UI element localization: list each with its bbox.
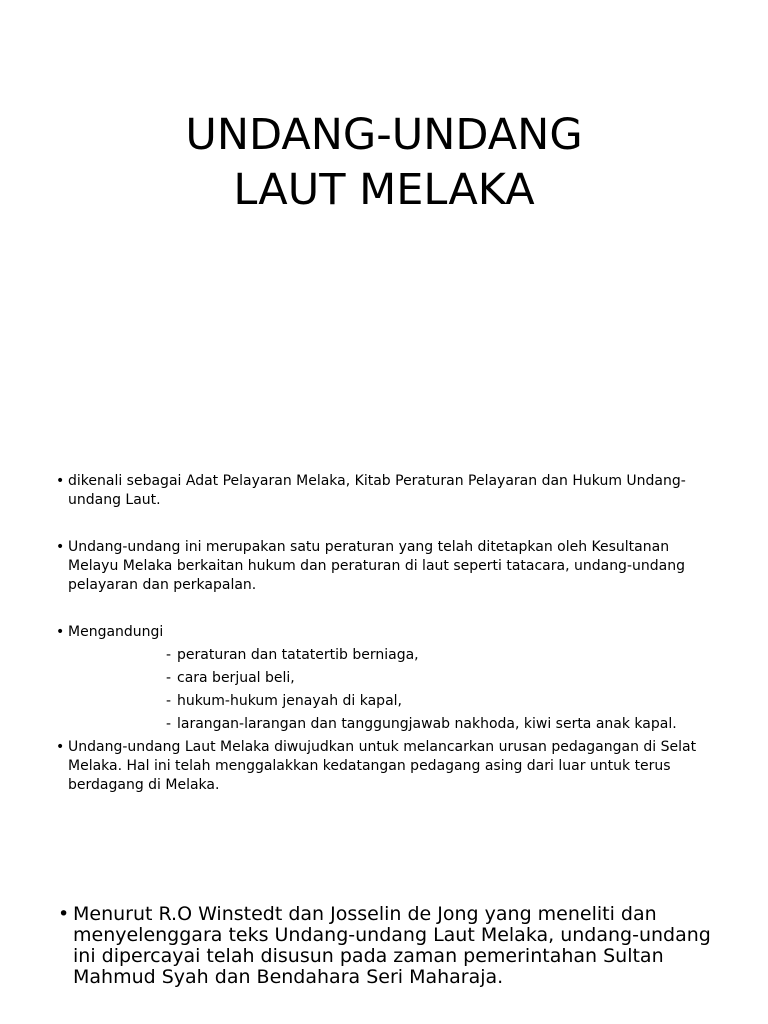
sub-item-1 <box>166 646 697 664</box>
bullet-dot-icon: • <box>56 473 65 489</box>
dash-marker: - <box>166 670 172 686</box>
closing-bullet <box>58 904 733 988</box>
sub-item-text: cara berjual beli, <box>177 670 295 686</box>
bullet-dot-icon: • <box>56 624 65 640</box>
bullet-item-4 <box>56 738 716 795</box>
slide-title <box>0 108 768 218</box>
bullet-item-2 <box>56 538 716 595</box>
bullet-text: Mengandungi <box>68 624 164 640</box>
sub-item-text: peraturan dan tatatertib berniaga, <box>177 647 419 663</box>
sub-item-text: hukum-hukum jenayah di kapal, <box>177 693 402 709</box>
slide-title-line-1: UNDANG-UNDANG <box>185 110 583 160</box>
sub-item-2 <box>166 669 697 687</box>
bullet-text: Undang-undang ini merupakan satu peraturan yang telah ditetapkan oleh Kesultanan Melayu Melaka berkaitan hukum dan peraturan di laut seperti tatacara, undang-undang pelayaran dan perkapalan. <box>68 539 685 593</box>
sub-item-4 <box>166 715 697 733</box>
bullet-dot-icon: • <box>58 903 70 925</box>
dash-marker: - <box>166 647 172 663</box>
closing-bullet-text: Menurut R.O Winstedt dan Josselin de Jong yang meneliti dan menyelenggara teks Undang-undang Laut Melaka, undang-undang ini dipercayai telah disusun pada zaman pemerintahan Sultan Mahmud Syah dan Bendahara Seri Maharaja. <box>73 903 711 988</box>
slide-title-line-2: LAUT MELAKA <box>233 165 535 215</box>
bullet-text: Undang-undang Laut Melaka diwujudkan untuk melancarkan urusan pedagangan di Selat Melaka. Hal ini telah menggalakkan kedatangan pedagang asing dari luar untuk terus berdagang di Melaka. <box>68 739 697 793</box>
bullet-dot-icon: • <box>56 739 65 755</box>
sub-list <box>68 646 716 733</box>
bullet-item-3 <box>56 623 716 733</box>
bullet-dot-icon: • <box>56 539 65 555</box>
sub-item-3 <box>166 692 697 710</box>
bullet-list <box>56 472 716 795</box>
bullet-item-1 <box>56 472 716 510</box>
dash-marker: - <box>166 693 172 709</box>
sub-item-text: larangan-larangan dan tanggungjawab nakhoda, kiwi serta anak kapal. <box>177 716 677 732</box>
dash-marker: - <box>166 716 172 732</box>
bullet-text: dikenali sebagai Adat Pelayaran Melaka, Kitab Peraturan Pelayaran dan Hukum Undang-undang Laut. <box>68 473 686 508</box>
